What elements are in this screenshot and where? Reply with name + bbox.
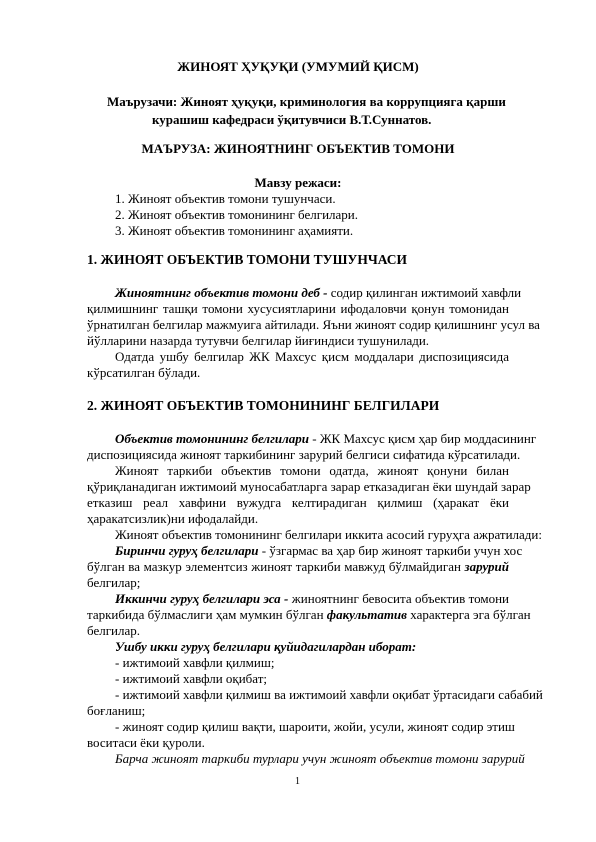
term-definition: Биринчи гуруҳ белгилари [115,543,259,558]
paragraph-line: Одатда ушбу белгилар ЖК Махсус қисм моддалари диспозициясида [115,349,509,364]
paragraph-line: Объектив томонининг белгилари - ЖК Махсус қисм ҳар бир моддасининг [115,431,537,446]
paragraph-line: Барча жиноят таркиби турлари учун жиноят объектив томони зарурий [115,751,525,766]
paragraph-line: Иккинчи гуруҳ белгилари эса - жиноятнинг бевосита объектив томони [115,591,510,606]
paragraph-line: таркибида бўлмаслиги ҳам мумкин бўлган факультатив характерга эга бўлган [87,607,531,622]
lecture-title: МАЪРУЗА: ЖИНОЯТНИНГ ОБЪЕКТИВ ТОМОНИ [141,141,455,156]
page-number: 1 [295,776,300,787]
list-item-continuation: воситаси ёки қуроли. [87,735,205,750]
section-1-heading: 1. ЖИНОЯТ ОБЪЕКТИВ ТОМОНИ ТУШУНЧАСИ [87,252,408,267]
plan-item: 1. Жиноят объектив томони тушунчаси. [115,191,336,206]
paragraph-line: белгилар; [87,575,141,590]
paragraph-line: Биринчи гуруҳ белгилари - ўзгармас ва ҳар бир жиноят таркиби учун хос [115,543,523,558]
list-item: - ижтимоий хавфли қилмиш ва ижтимоий хавфли оқибат ўртасидаги сабабий [115,687,543,702]
plan-heading: Мавзу режаси: [254,175,342,190]
paragraph-line: Жиноят таркиби объектив томони одатда, жиноят қонуни билан [115,463,509,478]
term-definition: Объектив томонининг белгилари [115,431,310,446]
list-item: - ижтимоий хавфли оқибат; [115,671,268,686]
paragraph-line: кўрсатилган бўлади. [87,365,201,380]
plan-item: 3. Жиноят объектив томонининг аҳамияти. [115,223,354,238]
lecturer-line-1: Маърузачи: Жиноят ҳуқуқи, криминология ва коррупцияга қарши [107,94,506,109]
section-2-heading: 2. ЖИНОЯТ ОБЪЕКТИВ ТОМОНИНИНГ БЕЛГИЛАРИ [87,398,440,413]
term-definition: Жиноятнинг объектив томони деб - [115,285,328,300]
term-emphasis: зарурий [464,559,510,574]
paragraph-line: Жиноятнинг объектив томони деб - содир қилинган ижтимоий хавфли [115,285,522,300]
list-item: - жиноят содир қилиш вақти, шароити, жойи, усули, жиноят содир этиш [115,719,515,734]
plan-item: 2. Жиноят объектив томонининг белгилари. [115,207,358,222]
term-definition: Иккинчи гуруҳ белгилари эса - [115,591,289,606]
paragraph-line: ўрнатилган белгилар мажмуига айтилади. Яъни жиноят содир қилишнинг усул ва [87,317,540,332]
paragraph-line: диспозициясида жиноят таркибининг зарурий белгиси сифатида кўрсатилади. [87,447,521,462]
term-emphasis: факультатив [326,607,407,622]
paragraph-line: қўриқланадиган ижтимоий муносабатларга зарар етказадиган ёки шундай зарар [87,479,531,494]
paragraph-line: Жиноят объектив томонининг белгилари иккита асосий гуруҳга ажратилади: [115,527,542,542]
paragraph-line: етказиш реал хавфини вужудга келтирадиган қилмиш (ҳаракат ёки [87,495,509,510]
list-heading: Ушбу икки гуруҳ белгилари қуйидагилардан иборат: [115,639,417,654]
paragraph-line: белгилар. [87,623,140,638]
paragraph-line: йўлларини назарда тутувчи белгилар йиғиндиси тушунилади. [87,333,430,348]
paragraph-line: бўлган ва мазкур элементсиз жиноят таркиби мавжуд бўлмайдиган зарурий [87,559,510,574]
document-title: ЖИНОЯТ ҲУҚУҚИ (УМУМИЙ ҚИСМ) [177,59,419,74]
lecturer-line-2: курашиш кафедраси ўқитувчиси В.Т.Суннатов. [152,112,432,127]
list-item: - ижтимоий хавфли қилмиш; [115,655,275,670]
paragraph-line: ҳаракатсизлик)ни ифодалайди. [87,511,259,526]
list-item-continuation: боғланиш; [87,703,146,718]
paragraph-line: қилмишнинг ташқи томони хусусиятларини ифодаловчи қонун томонидан [87,301,509,316]
